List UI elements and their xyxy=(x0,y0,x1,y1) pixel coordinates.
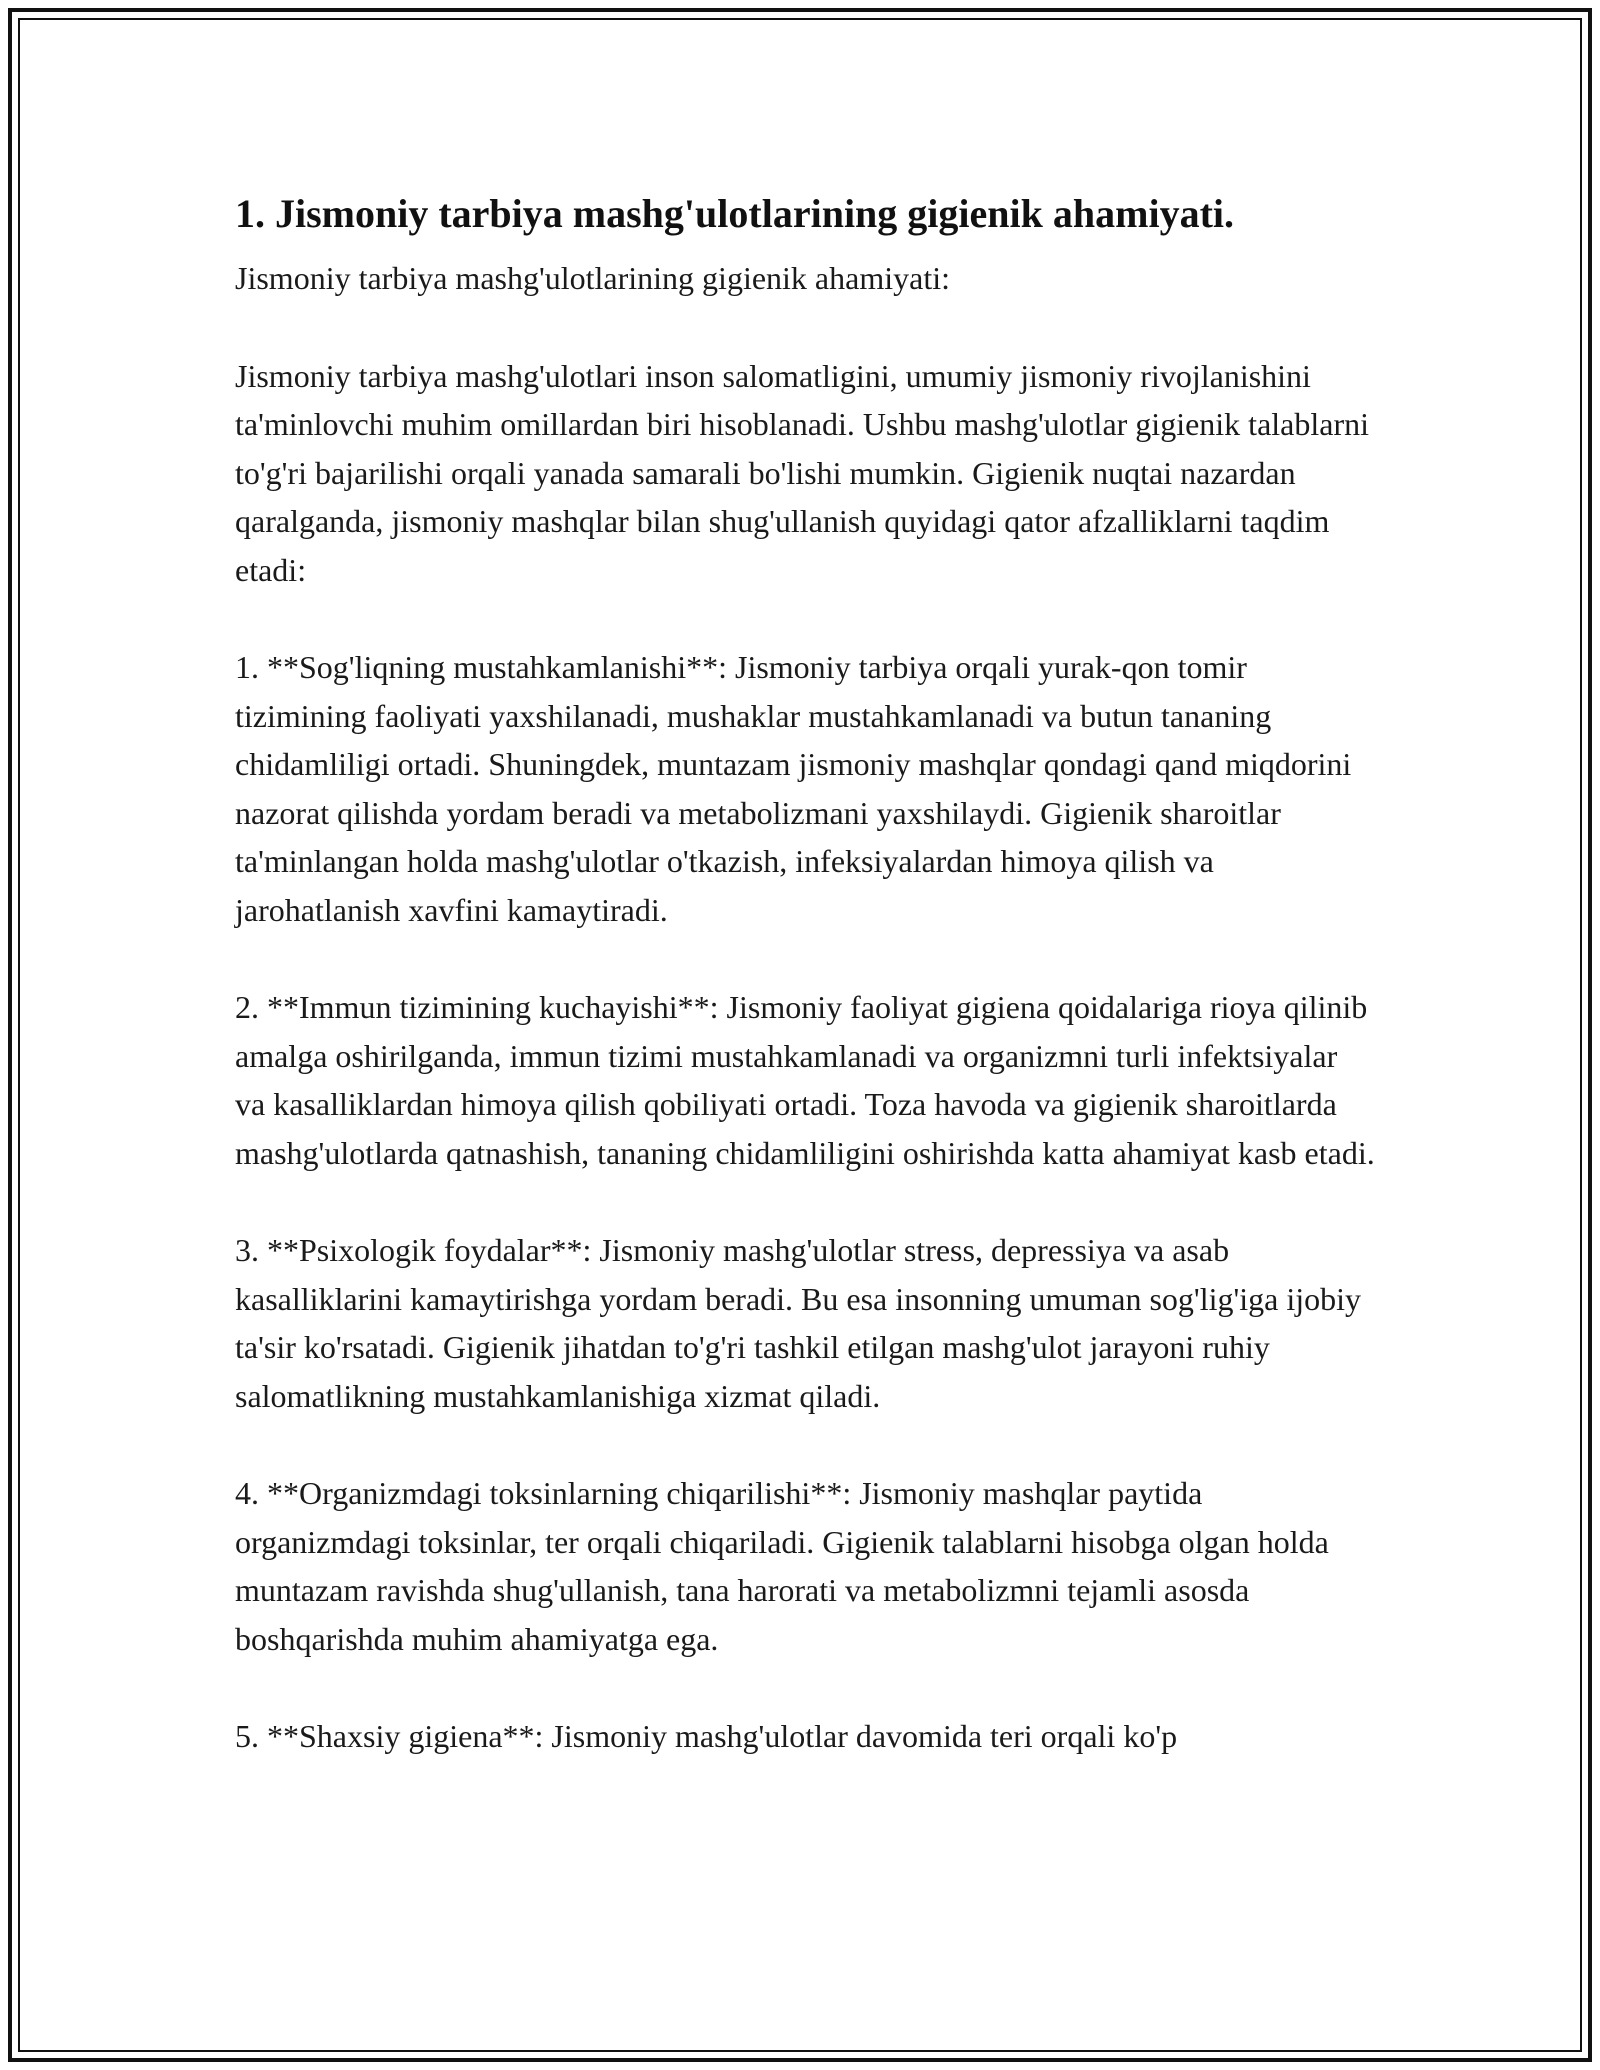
intro-paragraph: Jismoniy tarbiya mashg'ulotlari inson salomatligini, umumiy jismoniy rivojlanishini ta'minlovchi muhim omillardan biri hisoblanadi. Ushbu mashg'ulotlar gigienik talablarni to'g'ri bajarilishi orqali yanada samarali bo'lishi mumkin. Gigienik nuqtai nazardan qaralganda, jismoniy mashqlar bilan shug'ullanish quyidagi qator afzalliklarni taqdim etadi: xyxy=(235,357,1369,588)
list-item-2: 2. **Immun tizimining kuchayishi**: Jismoniy faoliyat gigiena qoidalariga rioya qilinib amalga oshirilganda, immun tizimi mustahkamlanadi va organizmni turli infektsiyalar va kasalliklardan himoya qilish qobiliyati ortadi. Toza havoda va gigienik sharoitlarda mashg'ulotlarda qatnashish, tananing chidamliligini oshirishda katta ahamiyat kasb etadi. xyxy=(235,989,1375,1171)
list-item-3: 3. **Psixologik foydalar**: Jismoniy mashg'ulotlar stress, depressiya va asab kasalliklarini kamaytirishga yordam beradi. Bu esa insonning umuman sog'lig'iga ijobiy ta'sir ko'rsatadi. Gigienik jihatdan to'g'ri tashkil etilgan mashg'ulot jarayoni ruhiy salomatlikning mustahkamlanishiga xizmat qiladi. xyxy=(235,1232,1361,1414)
list-item-1: 1. **Sog'liqning mustahkamlanishi**: Jismoniy tarbiya orqali yurak-qon tomir tizimining faoliyati yaxshilanadi, mushaklar mustahkamlanadi va butun tananing chidamliligi ortadi. Shuningdek, muntazam jismoniy mashqlar qondagi qand miqdorini nazorat qilishda yordam beradi va metabolizmani yaxshilaydi. Gigienik sharoitlar ta'minlangan holda mashg'ulotlar o'tkazish, infeksiyalardan himoya qilish va jarohatlanish xavfini kamaytiradi. xyxy=(235,649,1352,928)
document-body xyxy=(235,186,1375,1761)
intro-label: Jismoniy tarbiya mashg'ulotlarining gigienik ahamiyati: xyxy=(235,260,950,296)
list-item-5: 5. **Shaxsiy gigiena**: Jismoniy mashg'ulotlar davomida teri orqali ko'p xyxy=(235,1718,1178,1754)
document-heading: 1. Jismoniy tarbiya mashg'ulotlarining gigienik ahamiyati. xyxy=(235,191,1235,236)
list-item-4: 4. **Organizmdagi toksinlarning chiqarilishi**: Jismoniy mashqlar paytida organizmdagi toksinlar, ter orqali chiqariladi. Gigienik talablarni hisobga olgan holda muntazam ravishda shug'ullanish, tana harorati va metabolizmni tejamli asosda boshqarishda muhim ahamiyatga ega. xyxy=(235,1475,1329,1657)
